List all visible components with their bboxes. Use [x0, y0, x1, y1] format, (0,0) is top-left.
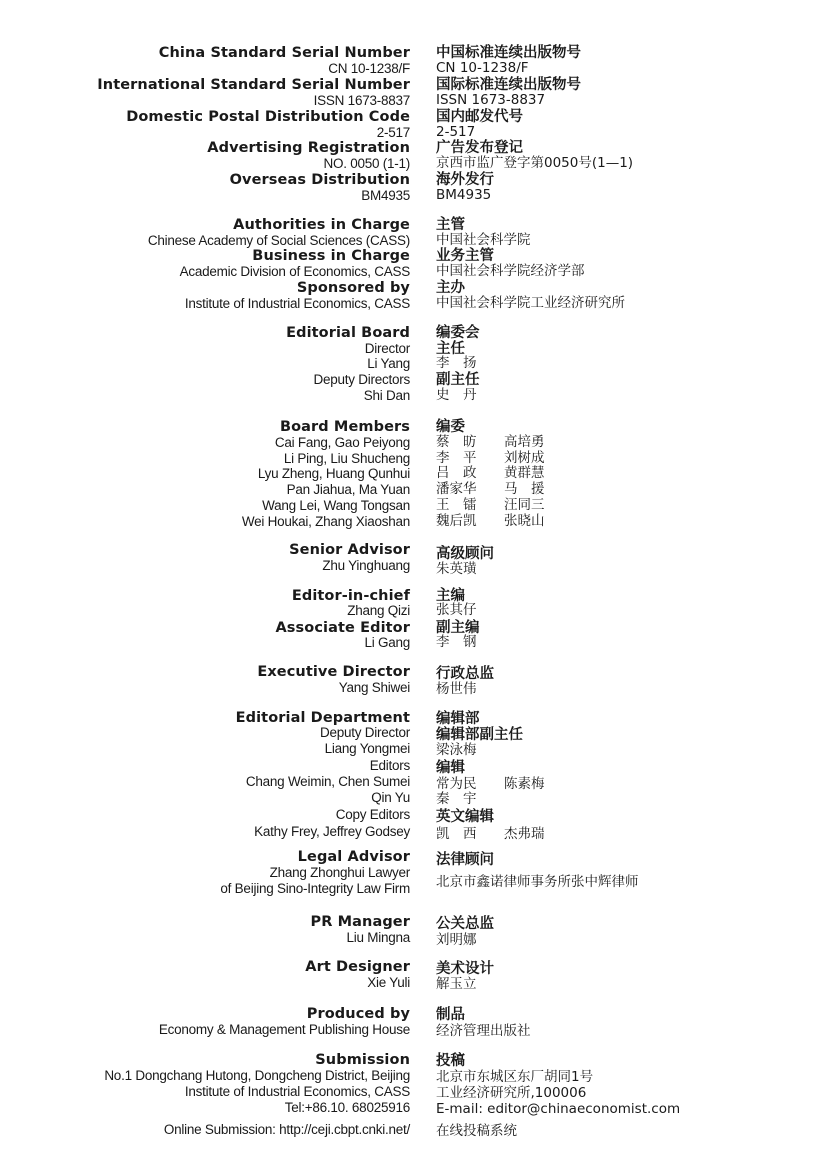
name-zh: 王 镭 [436, 497, 477, 513]
detail-line-en: Li Ping, Liu Shucheng [283, 451, 410, 466]
section-heading-en: Senior Advisor [289, 542, 410, 558]
detail-line-zh: 北京市鑫诺律师事务所张中辉律师 [436, 874, 639, 890]
detail-line-en: Deputy Director [319, 725, 410, 740]
section-heading-en: Legal Advisor [297, 849, 410, 865]
detail-line-en: Liu Mingna [346, 930, 410, 945]
name-zh: 张晓山 [504, 513, 545, 529]
section-heading-zh: 编辑部 [436, 711, 480, 727]
name-zh: 刘树成 [504, 450, 545, 466]
name-zh: 杰弗瑞 [504, 826, 545, 842]
detail-line-en: BM4935 [361, 188, 410, 203]
detail-line-en: Tel:+86.10. 68025916 [284, 1100, 410, 1115]
detail-line-en: Academic Division of Economics, CASS [179, 264, 410, 279]
detail-line-en: Zhang Zhonghui Lawyer [269, 865, 410, 880]
section-heading-zh: 主任 [436, 341, 465, 357]
section-heading-zh: 广告发布登记 [436, 140, 523, 156]
name-zh: 常为民 [436, 776, 477, 792]
detail-line-en: Chinese Academy of Social Sciences (CASS) [147, 233, 410, 248]
section-heading-en: Submission [315, 1052, 410, 1068]
section-heading-zh: 主编 [436, 588, 465, 604]
section-heading-zh: 编辑 [436, 760, 465, 776]
section-heading-en: Domestic Postal Distribution Code [126, 109, 410, 125]
section-heading-en: Overseas Distribution [229, 172, 410, 188]
name-pair-zh [436, 499, 545, 513]
section-heading-en: Editorial Board [286, 325, 410, 341]
detail-line-en: Li Yang [367, 356, 410, 371]
name-zh: 魏后凯 [436, 513, 477, 529]
section-heading-en: Executive Director [257, 664, 410, 680]
detail-line-zh: 李 扬 [436, 355, 477, 371]
detail-line-zh: CN 10-1238/F [436, 60, 529, 76]
detail-line-en: Zhang Qizi [347, 603, 410, 618]
name-pair-zh [436, 467, 545, 481]
name-zh: 凯 西 [436, 826, 477, 842]
section-heading-en: China Standard Serial Number [158, 45, 410, 61]
section-heading-zh: 编辑部副主任 [436, 727, 523, 743]
detail-line-en: Lyu Zheng, Huang Qunhui [257, 466, 410, 481]
detail-line-zh: 史 丹 [436, 387, 477, 403]
name-pair-zh [436, 515, 545, 529]
name-zh: 李 平 [436, 450, 477, 466]
section-heading-zh: 副主编 [436, 620, 480, 636]
section-heading-en: Authorities in Charge [233, 217, 410, 233]
name-zh: 汪同三 [504, 497, 545, 513]
detail-line-en: Liang Yongmei [324, 741, 410, 756]
name-zh: 蔡 昉 [436, 434, 477, 450]
section-heading-zh: 主管 [436, 217, 465, 233]
section-heading-zh: 公关总监 [436, 916, 494, 932]
section-heading-zh: 副主任 [436, 372, 480, 388]
detail-line-en: Online Submission: http://ceji.cbpt.cnki.net/ [163, 1122, 410, 1137]
section-heading-en: Sponsored by [296, 280, 410, 296]
name-pair-zh [436, 436, 545, 450]
detail-line-en: Wang Lei, Wang Tongsan [262, 498, 410, 513]
detail-line-zh: 朱英璜 [436, 561, 477, 577]
section-heading-zh: 中国标准连续出版物号 [436, 45, 581, 61]
detail-line-zh: 京西市监广登字第0050号(1—1) [436, 155, 634, 171]
detail-line-zh: 中国社会科学院经济学部 [436, 263, 585, 279]
section-heading-zh: 制品 [436, 1007, 465, 1023]
detail-line-zh: 李 钢 [436, 634, 477, 650]
section-heading-zh: 英文编辑 [436, 809, 494, 825]
name-zh: 吕 政 [436, 465, 477, 481]
detail-line-en: Institute of Industrial Economics, CASS [184, 296, 410, 311]
section-heading-zh: 业务主管 [436, 248, 494, 264]
detail-line-en: Institute of Industrial Economics, CASS [184, 1084, 410, 1099]
name-pair-zh [436, 483, 545, 497]
name-pair-zh [436, 452, 545, 466]
name-zh: 潘家华 [436, 481, 477, 497]
detail-line-en: Zhu Yinghuang [322, 558, 410, 573]
name-zh: 高培勇 [504, 434, 545, 450]
detail-line-en: Chang Weimin, Chen Sumei [245, 774, 410, 789]
section-heading-zh: 行政总监 [436, 666, 494, 682]
detail-line-zh: 北京市东城区东厂胡同1号 [436, 1069, 594, 1085]
section-heading-zh: 美术设计 [436, 961, 494, 977]
detail-line-zh: 在线投稿系统 [436, 1123, 517, 1139]
section-heading-zh: 海外发行 [436, 172, 494, 188]
detail-line-en: Copy Editors [335, 807, 410, 822]
detail-line-zh: 2-517 [436, 124, 476, 140]
section-heading-en: Art Designer [305, 959, 410, 975]
detail-line-en: of Beijing Sino-Integrity Law Firm [220, 881, 410, 896]
detail-line-en: Yang Shiwei [338, 680, 410, 695]
section-heading-en: International Standard Serial Number [97, 77, 410, 93]
detail-line-en: Pan Jiahua, Ma Yuan [286, 482, 410, 497]
section-heading-en: Editor-in-chief [291, 588, 410, 604]
section-heading-en: Business in Charge [252, 248, 410, 264]
section-heading-en: Associate Editor [275, 620, 410, 636]
detail-line-en: Editors [369, 758, 410, 773]
detail-line-en: No.1 Dongchang Hutong, Dongcheng District, Beijing [104, 1068, 410, 1083]
section-heading-zh: 主办 [436, 280, 465, 296]
section-heading-zh: 国际标准连续出版物号 [436, 77, 581, 93]
detail-line-zh: 刘明娜 [436, 932, 477, 948]
section-heading-en: PR Manager [310, 914, 410, 930]
detail-line-en: Economy & Management Publishing House [158, 1022, 410, 1037]
detail-line-zh: 张其仔 [436, 602, 477, 618]
detail-line-zh: 杨世伟 [436, 681, 477, 697]
detail-line-zh: 梁泳梅 [436, 742, 477, 758]
detail-line-zh: 中国社会科学院 [436, 232, 531, 248]
section-heading-en: Board Members [279, 419, 410, 435]
detail-line-en: Cai Fang, Gao Peiyong [274, 435, 410, 450]
detail-line-en: Li Gang [364, 635, 410, 650]
section-heading-zh: 法律顾问 [436, 852, 494, 868]
section-heading-zh: 编委会 [436, 325, 480, 341]
detail-line-en: Shi Dan [363, 388, 410, 403]
section-heading-en: Produced by [306, 1006, 410, 1022]
detail-line-en: Wei Houkai, Zhang Xiaoshan [241, 514, 410, 529]
detail-line-zh: 工业经济研究所,100006 [436, 1085, 587, 1101]
name-pair-zh [436, 828, 545, 842]
section-heading-en: Editorial Department [235, 710, 410, 726]
name-zh: 陈素梅 [504, 776, 545, 792]
detail-line-zh: 解玉立 [436, 976, 477, 992]
detail-line-en: CN 10-1238/F [328, 61, 410, 76]
section-heading-zh: 编委 [436, 419, 465, 435]
section-heading-zh: 高级顾问 [436, 546, 494, 562]
name-zh: 马 援 [504, 481, 545, 497]
detail-line-zh: 秦 宇 [436, 791, 477, 807]
detail-line-en: Xie Yuli [367, 975, 410, 990]
detail-line-en: Qin Yu [371, 790, 410, 805]
name-zh: 黄群慧 [504, 465, 545, 481]
detail-line-zh: ISSN 1673-8837 [436, 92, 546, 108]
detail-line-zh: BM4935 [436, 187, 492, 203]
detail-line-en: Deputy Directors [313, 372, 410, 387]
detail-line-en: 2-517 [376, 125, 410, 140]
detail-line-en: ISSN 1673-8837 [313, 93, 410, 108]
detail-line-en: Kathy Frey, Jeffrey Godsey [254, 824, 410, 839]
detail-line-zh: E-mail: editor@chinaeconomist.com [436, 1101, 681, 1117]
name-pair-zh [436, 778, 545, 792]
detail-line-en: NO. 0050 (1-1) [323, 156, 410, 171]
section-heading-en: Advertising Registration [207, 140, 410, 156]
section-heading-zh: 投稿 [436, 1053, 465, 1069]
detail-line-en: Director [364, 341, 410, 356]
detail-line-zh: 中国社会科学院工业经济研究所 [436, 295, 625, 311]
section-heading-zh: 国内邮发代号 [436, 109, 523, 125]
detail-line-zh: 经济管理出版社 [436, 1023, 531, 1039]
